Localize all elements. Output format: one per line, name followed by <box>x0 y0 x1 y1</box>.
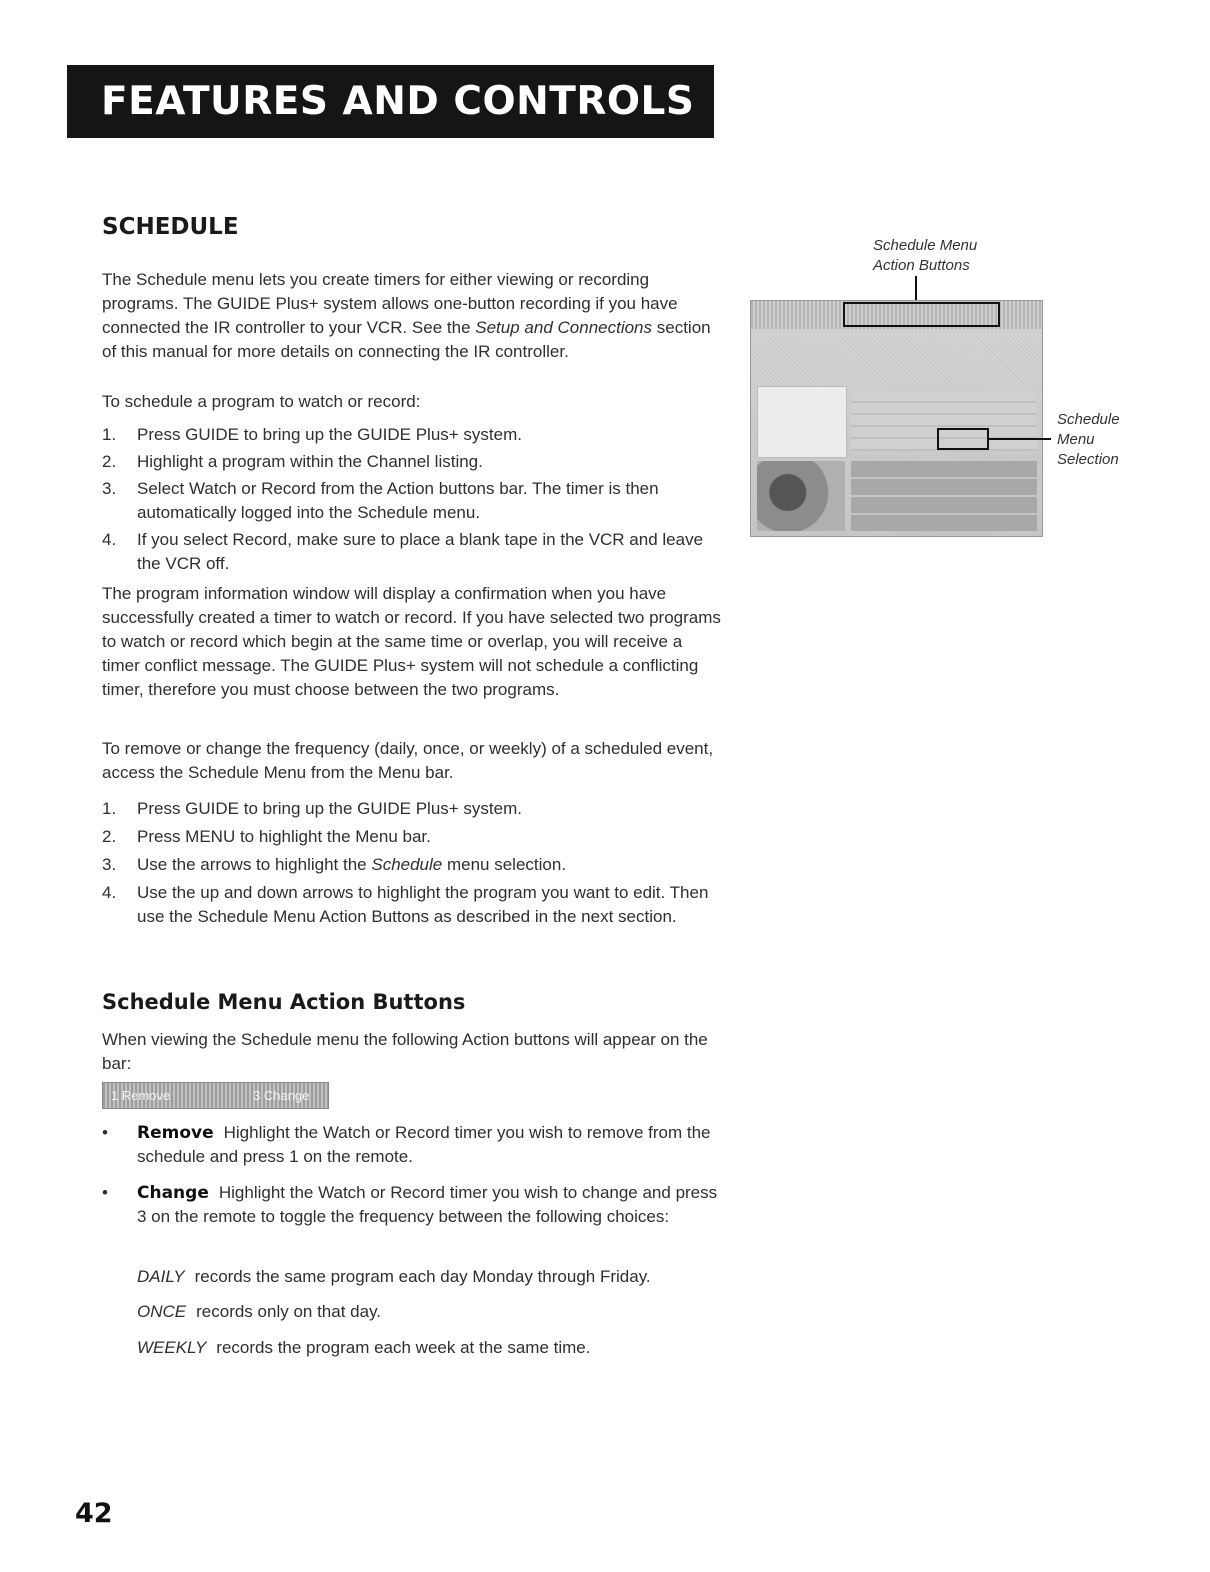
action-buttons-highlight-box <box>843 302 1000 327</box>
list-item: 3. Select Watch or Record from the Action buttons bar. The timer is then automatically logged into the Schedule menu. <box>102 479 659 522</box>
list-item: 3. Use the arrows to highlight the Schedule menu selection. <box>102 855 567 874</box>
list-item: 1. Press GUIDE to bring up the GUIDE Plus+ system. <box>102 425 522 444</box>
subsection-heading: Schedule Menu Action Buttons <box>102 990 466 1014</box>
section-banner: FEATURES AND CONTROLS <box>67 65 714 138</box>
lead-text: To schedule a program to watch or record: <box>102 392 421 411</box>
remove-action-label: 1 Remove <box>111 1088 171 1103</box>
action-buttons-list <box>102 1121 722 1229</box>
change-action-label: 3 Change <box>253 1088 310 1103</box>
list-item: • Remove Highlight the Watch or Record timer you wish to remove from the schedule and press 1 on the remote. <box>102 1123 711 1166</box>
section-heading: SCHEDULE <box>102 214 239 240</box>
screenshot-listing-rows <box>851 461 1037 531</box>
confirmation-paragraph: The program information window will display a confirmation when you have successfully created a timer to watch or record. If you have selected two programs to watch or record which begin at the same time or overlap, you will receive a timer conflict message. The GUIDE Plus+ system will not schedule a conflicting timer, therefore you must choose between the two programs. <box>102 584 721 699</box>
action-buttons-bar <box>102 1082 329 1109</box>
menu-selection-highlight-box <box>937 428 989 450</box>
list-item: 4. Use the up and down arrows to highlight the program you want to edit. Then use the Schedule Menu Action Buttons as described in the next section. <box>102 883 709 926</box>
intro-paragraph: The Schedule menu lets you create timers for either viewing or recording programs. The GUIDE Plus+ system allows one-button recording if you have connected the IR controller to your VCR. See the Setup and Connections section of this manual for more details on connecting the IR controller. <box>102 270 711 361</box>
figure-caption-right: Schedule Menu Selection <box>1057 411 1120 468</box>
figure-caption-top: Schedule Menu Action Buttons <box>873 237 978 274</box>
subsection-intro: When viewing the Schedule menu the following Action buttons will appear on the bar: <box>102 1030 708 1073</box>
schedule-steps-list <box>102 423 722 576</box>
edit-steps-list <box>102 797 722 929</box>
list-item: 2. Press MENU to highlight the Menu bar. <box>102 827 431 846</box>
frequency-paragraph: To remove or change the frequency (daily, once, or weekly) of a scheduled event, access the Schedule Menu from the Menu bar. <box>102 739 714 782</box>
setup-connections-ref: Setup and Connections <box>475 318 653 337</box>
list-item: • Change Highlight the Watch or Record timer you wish to change and press 3 on the remote to toggle the frequency between the following choices: <box>102 1183 718 1226</box>
screenshot-photo <box>757 461 845 531</box>
screenshot-info-panel <box>757 386 847 458</box>
list-item: 1. Press GUIDE to bring up the GUIDE Plus+ system. <box>102 799 522 818</box>
list-item: 4. If you select Record, make sure to place a blank tape in the VCR and leave the VCR off. <box>102 530 704 573</box>
page-number: 42 <box>75 1498 113 1529</box>
guide-screenshot <box>750 300 1043 537</box>
option-daily: DAILY records the same program each day Monday through Friday. <box>137 1267 651 1286</box>
option-weekly: WEEKLY records the program each week at the same time. <box>137 1338 591 1357</box>
option-once: ONCE records only on that day. <box>137 1302 382 1321</box>
list-item: 2. Highlight a program within the Channel listing. <box>102 452 483 471</box>
callout-line-right <box>989 438 1051 440</box>
